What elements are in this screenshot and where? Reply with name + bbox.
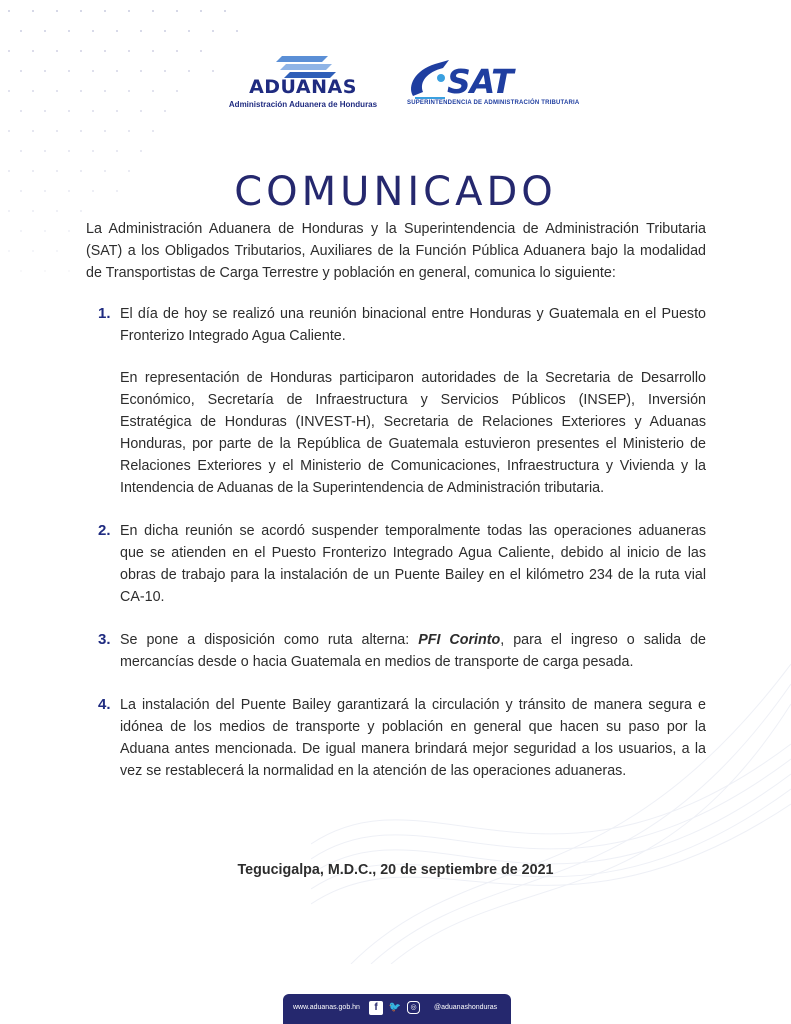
decor-dot (20, 30, 22, 32)
decor-dot (56, 10, 58, 12)
item-paragraph (120, 629, 706, 673)
decor-dot (44, 150, 46, 152)
decor-dot (152, 130, 154, 132)
aduanas-name: ADUANAS (249, 76, 357, 98)
decor-dot (104, 10, 106, 12)
item-paragraph: La instalación del Puente Bailey garantizará la circulación y tránsito de manera segura e idónea de los medios de transporte y población en general que hacen su paso por la Aduana antes mencionada. De igual manera brindará mejor seguridad a los usuarios, a la vez se restablecerá la normalidad en la atención de las operaciones aduaneras. (120, 697, 706, 779)
header-logos (0, 52, 791, 122)
decor-dot (20, 270, 22, 272)
decor-dot (8, 130, 10, 132)
intro-paragraph: La Administración Aduanera de Honduras y la Superintendencia de Administración Tributaria (SAT) a los Obligados Tributarios, Auxiliares de la Función Pública Aduanera bajo la modalidad de Transportistas de Carga Terrestre y población en general, comunica lo siguiente: (86, 221, 706, 281)
decor-dot (176, 10, 178, 12)
item-number: 4. (98, 696, 111, 713)
decor-dot (44, 270, 46, 272)
item-paragraph: En representación de Honduras participaron autoridades de la Secretaria de Desarrollo Económico, Secretaría de Infraestructura y Servicios Públicos (INSEP), Inversión Estratégica de Honduras (INVEST-H), Secretaria de Relaciones Exteriores y Aduanas Honduras, por parte de la República de Guatemala estuvieron presentes el Ministerio de Relaciones Exteriores y el Ministerio de Comunicaciones, Infraestructura y Vivienda y la Intendencia de Aduanas de la Superintendencia de Administración tributaria. (120, 370, 706, 496)
decor-dot (140, 150, 142, 152)
decor-dot (56, 130, 58, 132)
decor-dot (92, 30, 94, 32)
decor-dot (116, 30, 118, 32)
facebook-icon[interactable]: f (369, 1001, 383, 1015)
decor-dot (44, 230, 46, 232)
twitter-icon[interactable]: 🐦 (388, 1002, 402, 1013)
social-handle[interactable]: @aduanashonduras (434, 1004, 498, 1011)
list-item (86, 520, 706, 608)
footer-bar (283, 994, 511, 1024)
decor-dot (212, 30, 214, 32)
decor-dot (44, 30, 46, 32)
decor-dot (68, 150, 70, 152)
decor-dot (164, 30, 166, 32)
decor-dot (236, 30, 238, 32)
decor-dot (200, 10, 202, 12)
aduanas-logo (228, 52, 378, 114)
decor-dot (68, 30, 70, 32)
communique-body (86, 218, 706, 803)
decor-dot (92, 150, 94, 152)
list-item (86, 629, 706, 673)
instagram-icon[interactable]: ◎ (407, 1001, 420, 1014)
item-prefix-text: Se pone a disposición como ruta alterna: (120, 632, 419, 648)
decor-dot (32, 250, 34, 252)
item-number: 3. (98, 631, 111, 648)
decor-dot (8, 10, 10, 12)
place-date-signature: Tegucigalpa, M.D.C., 20 de septiembre de 2021 (237, 862, 554, 878)
decor-dot (8, 250, 10, 252)
decor-dot (224, 10, 226, 12)
decor-dot (20, 150, 22, 152)
sat-name: SAT (447, 62, 513, 101)
item-paragraph: En dicha reunión se acordó suspender temporalmente todas las operaciones aduaneras que se atienden en el Puesto Fronterizo Integrado Agua Caliente, debido al inicio de las obras de trabajo para la instalación de un Puente Bailey en el kilómetro 234 de la ruta vial CA-10. (120, 523, 706, 605)
decor-dot (68, 230, 70, 232)
decor-dot (20, 230, 22, 232)
decor-dot (80, 130, 82, 132)
social-icons (369, 1001, 420, 1015)
decor-dot (140, 30, 142, 32)
item-number: 1. (98, 305, 111, 322)
decor-dot (152, 10, 154, 12)
decor-dot (104, 130, 106, 132)
aduanas-emblem-icon (276, 52, 336, 78)
sat-logo (405, 52, 580, 114)
decor-dot (128, 130, 130, 132)
decor-dot (116, 150, 118, 152)
aduanas-subtitle: Administración Aduanera de Honduras (228, 100, 378, 109)
item-number: 2. (98, 522, 111, 539)
decor-dot (128, 10, 130, 12)
decor-dot (80, 10, 82, 12)
decor-dot (56, 250, 58, 252)
sat-subtitle: SUPERINTENDENCIA DE ADMINISTRACIÓN TRIBUTARIA (407, 100, 580, 106)
decor-dot (188, 30, 190, 32)
list-item (86, 694, 706, 782)
item-paragraph: El día de hoy se realizó una reunión binacional entre Honduras y Guatemala en el Puesto Fronterizo Integrado Agua Caliente. (120, 306, 706, 344)
decor-dot (32, 10, 34, 12)
alternate-route-highlight: PFI Corinto (418, 632, 501, 648)
item-suffix-text: , para el ingreso o salida de mercancías desde o hacia Guatemala en medios de transporte de carga pesada. (120, 632, 706, 670)
page-title: COMUNICADO (234, 168, 557, 215)
decor-dot (32, 130, 34, 132)
list-item (86, 303, 706, 499)
website-link[interactable]: www.aduanas.gob.hn (293, 1004, 360, 1011)
decor-dot (68, 270, 70, 272)
